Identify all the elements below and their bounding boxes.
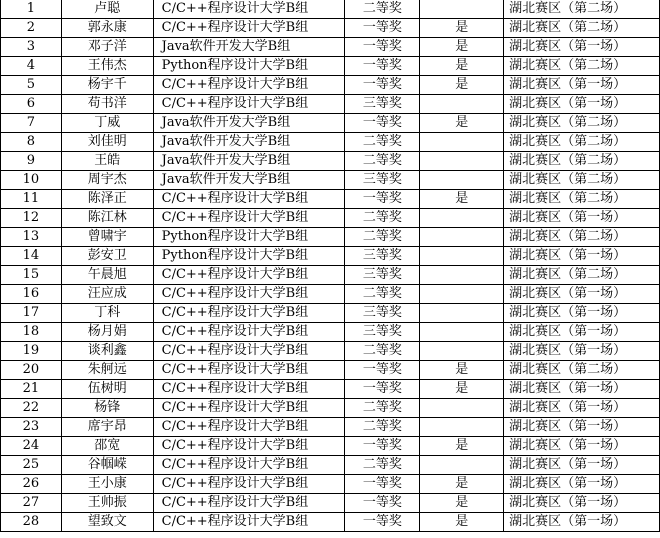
contest-group-cell[interactable]: Java软件开发大学B组 [153, 171, 345, 190]
award-level-cell[interactable]: 二等奖 [345, 133, 420, 152]
region-cell[interactable]: 湖北赛区（第一场） [504, 209, 660, 228]
student-name-cell[interactable]: 邓子洋 [61, 38, 153, 57]
row-number-cell[interactable]: 12 [1, 209, 62, 228]
region-cell[interactable]: 湖北赛区（第一场） [504, 380, 660, 399]
contest-group-cell[interactable]: C/C++程序设计大学B组 [153, 456, 345, 475]
national-final-cell[interactable] [420, 209, 504, 228]
table-row [1, 19, 660, 38]
student-name-cell[interactable]: 汪应成 [61, 285, 153, 304]
national-final-cell[interactable] [420, 152, 504, 171]
row-number-cell[interactable]: 19 [1, 342, 62, 361]
award-level-cell[interactable]: 二等奖 [345, 418, 420, 437]
student-name-cell[interactable]: 丁威 [61, 114, 153, 133]
table-row [1, 133, 660, 152]
student-name-cell[interactable]: 杨月娟 [61, 323, 153, 342]
student-name-cell[interactable]: 曾啸宇 [61, 228, 153, 247]
national-final-cell[interactable] [420, 456, 504, 475]
table-row [1, 247, 660, 266]
row-number-cell[interactable]: 11 [1, 190, 62, 209]
student-name-cell[interactable]: 邵宽 [61, 437, 153, 456]
table-row [1, 323, 660, 342]
national-final-cell[interactable]: 是 [420, 513, 504, 532]
award-level-cell[interactable]: 二等奖 [345, 152, 420, 171]
contest-group-cell[interactable]: C/C++程序设计大学B组 [153, 209, 345, 228]
row-number-cell[interactable]: 14 [1, 247, 62, 266]
student-name-cell[interactable]: 午晨旭 [61, 266, 153, 285]
student-name-cell[interactable]: 刘佳明 [61, 133, 153, 152]
row-number-cell[interactable]: 21 [1, 380, 62, 399]
table-row [1, 285, 660, 304]
contest-group-cell[interactable]: Python程序设计大学B组 [153, 57, 345, 76]
award-level-cell[interactable]: 三等奖 [345, 304, 420, 323]
national-final-cell[interactable] [420, 342, 504, 361]
student-name-cell[interactable]: 王伟杰 [61, 57, 153, 76]
region-cell[interactable]: 湖北赛区（第一场） [504, 342, 660, 361]
award-level-cell[interactable]: 一等奖 [345, 361, 420, 380]
contest-group-cell[interactable]: C/C++程序设计大学B组 [153, 0, 345, 19]
row-number-cell[interactable]: 17 [1, 304, 62, 323]
row-number-cell[interactable]: 15 [1, 266, 62, 285]
contest-group-cell[interactable]: Python程序设计大学B组 [153, 228, 345, 247]
national-final-cell[interactable] [420, 304, 504, 323]
table-row [1, 437, 660, 456]
row-number-cell[interactable]: 6 [1, 95, 62, 114]
contest-group-cell[interactable]: C/C++程序设计大学B组 [153, 380, 345, 399]
region-cell[interactable]: 湖北赛区（第一场） [504, 399, 660, 418]
contest-group-cell[interactable]: Java软件开发大学B组 [153, 133, 345, 152]
contest-group-cell[interactable]: C/C++程序设计大学B组 [153, 437, 345, 456]
region-cell[interactable]: 湖北赛区（第二场） [504, 228, 660, 247]
contest-group-cell[interactable]: C/C++程序设计大学B组 [153, 266, 345, 285]
table-row [1, 228, 660, 247]
student-name-cell[interactable]: 望致文 [61, 513, 153, 532]
region-cell[interactable]: 湖北赛区（第一场） [504, 285, 660, 304]
student-name-cell[interactable]: 卢聪 [61, 0, 153, 19]
national-final-cell[interactable]: 是 [420, 494, 504, 513]
region-cell[interactable]: 湖北赛区（第一场） [504, 304, 660, 323]
award-level-cell[interactable]: 二等奖 [345, 0, 420, 19]
row-number-cell[interactable]: 23 [1, 418, 62, 437]
region-cell[interactable]: 湖北赛区（第一场） [504, 437, 660, 456]
student-name-cell[interactable]: 丁科 [61, 304, 153, 323]
region-cell[interactable]: 湖北赛区（第一场） [504, 494, 660, 513]
national-final-cell[interactable] [420, 399, 504, 418]
award-level-cell[interactable]: 二等奖 [345, 456, 420, 475]
national-final-cell[interactable] [420, 0, 504, 19]
award-level-cell[interactable]: 三等奖 [345, 323, 420, 342]
award-level-cell[interactable]: 一等奖 [345, 190, 420, 209]
contest-group-cell[interactable]: Python程序设计大学B组 [153, 247, 345, 266]
table-row [1, 304, 660, 323]
contest-group-cell[interactable]: C/C++程序设计大学B组 [153, 399, 345, 418]
row-number-cell[interactable]: 7 [1, 114, 62, 133]
region-cell[interactable]: 湖北赛区（第二场） [504, 114, 660, 133]
row-number-cell[interactable]: 28 [1, 513, 62, 532]
award-level-cell[interactable]: 二等奖 [345, 209, 420, 228]
award-level-cell[interactable]: 一等奖 [345, 380, 420, 399]
row-number-cell[interactable]: 4 [1, 57, 62, 76]
award-level-cell[interactable]: 三等奖 [345, 171, 420, 190]
national-final-cell[interactable] [420, 95, 504, 114]
table-row [1, 513, 660, 532]
award-level-cell[interactable]: 二等奖 [345, 285, 420, 304]
region-cell[interactable]: 湖北赛区（第一场） [504, 323, 660, 342]
contest-group-cell[interactable]: C/C++程序设计大学B组 [153, 285, 345, 304]
student-name-cell[interactable]: 周宇杰 [61, 171, 153, 190]
region-cell[interactable]: 湖北赛区（第二场） [504, 361, 660, 380]
region-cell[interactable]: 湖北赛区（第二场） [504, 57, 660, 76]
award-level-cell[interactable]: 二等奖 [345, 342, 420, 361]
award-level-cell[interactable]: 一等奖 [345, 494, 420, 513]
national-final-cell[interactable] [420, 323, 504, 342]
student-name-cell[interactable]: 杨锋 [61, 399, 153, 418]
student-name-cell[interactable]: 席宇昂 [61, 418, 153, 437]
award-level-cell[interactable]: 一等奖 [345, 437, 420, 456]
contest-group-cell[interactable]: C/C++程序设计大学B组 [153, 95, 345, 114]
national-final-cell[interactable]: 是 [420, 19, 504, 38]
contest-group-cell[interactable]: C/C++程序设计大学B组 [153, 475, 345, 494]
region-cell[interactable]: 湖北赛区（第一场） [504, 247, 660, 266]
row-number-cell[interactable]: 5 [1, 76, 62, 95]
award-level-cell[interactable]: 一等奖 [345, 513, 420, 532]
award-level-cell[interactable]: 二等奖 [345, 228, 420, 247]
table-row [1, 152, 660, 171]
region-cell[interactable]: 湖北赛区（第二场） [504, 190, 660, 209]
national-final-cell[interactable]: 是 [420, 361, 504, 380]
national-final-cell[interactable] [420, 228, 504, 247]
row-number-cell[interactable]: 9 [1, 152, 62, 171]
table-row [1, 266, 660, 285]
student-name-cell[interactable]: 苟书洋 [61, 95, 153, 114]
award-level-cell[interactable]: 一等奖 [345, 76, 420, 95]
table-row [1, 361, 660, 380]
row-number-cell[interactable]: 3 [1, 38, 62, 57]
region-cell[interactable]: 湖北赛区（第一场） [504, 95, 660, 114]
row-number-cell[interactable]: 20 [1, 361, 62, 380]
contest-group-cell[interactable]: C/C++程序设计大学B组 [153, 494, 345, 513]
region-cell[interactable]: 湖北赛区（第二场） [504, 171, 660, 190]
table-row [1, 418, 660, 437]
contest-group-cell[interactable]: C/C++程序设计大学B组 [153, 76, 345, 95]
national-final-cell[interactable]: 是 [420, 114, 504, 133]
row-number-cell[interactable]: 26 [1, 475, 62, 494]
national-final-cell[interactable]: 是 [420, 437, 504, 456]
national-final-cell[interactable] [420, 171, 504, 190]
row-number-cell[interactable]: 24 [1, 437, 62, 456]
student-name-cell[interactable]: 郭永康 [61, 19, 153, 38]
student-name-cell[interactable]: 伍树明 [61, 380, 153, 399]
contest-group-cell[interactable]: C/C++程序设计大学B组 [153, 361, 345, 380]
national-final-cell[interactable]: 是 [420, 38, 504, 57]
table-row [1, 380, 660, 399]
region-cell[interactable]: 湖北赛区（第二场） [504, 266, 660, 285]
award-level-cell[interactable]: 二等奖 [345, 399, 420, 418]
contest-group-cell[interactable]: C/C++程序设计大学B组 [153, 513, 345, 532]
row-number-cell[interactable]: 25 [1, 456, 62, 475]
region-cell[interactable]: 湖北赛区（第一场） [504, 475, 660, 494]
row-number-cell[interactable]: 13 [1, 228, 62, 247]
contest-group-cell[interactable]: C/C++程序设计大学B组 [153, 304, 345, 323]
table-row [1, 95, 660, 114]
row-number-cell[interactable]: 16 [1, 285, 62, 304]
award-level-cell[interactable]: 三等奖 [345, 266, 420, 285]
national-final-cell[interactable] [420, 418, 504, 437]
contest-group-cell[interactable]: Java软件开发大学B组 [153, 152, 345, 171]
table-row [1, 57, 660, 76]
region-cell[interactable]: 湖北赛区（第一场） [504, 456, 660, 475]
table-row [1, 475, 660, 494]
table-row [1, 171, 660, 190]
row-number-cell[interactable]: 22 [1, 399, 62, 418]
award-level-cell[interactable]: 一等奖 [345, 19, 420, 38]
national-final-cell[interactable]: 是 [420, 380, 504, 399]
row-number-cell[interactable]: 1 [1, 0, 62, 19]
award-level-cell[interactable]: 一等奖 [345, 38, 420, 57]
region-cell[interactable]: 湖北赛区（第一场） [504, 38, 660, 57]
contest-group-cell[interactable]: C/C++程序设计大学B组 [153, 323, 345, 342]
student-name-cell[interactable]: 杨宇千 [61, 76, 153, 95]
contest-group-cell[interactable]: C/C++程序设计大学B组 [153, 342, 345, 361]
student-name-cell[interactable]: 谈利鑫 [61, 342, 153, 361]
student-name-cell[interactable]: 谷帼嵘 [61, 456, 153, 475]
row-number-cell[interactable]: 8 [1, 133, 62, 152]
spreadsheet-body [1, 0, 660, 532]
table-row [1, 209, 660, 228]
student-name-cell[interactable]: 王帅振 [61, 494, 153, 513]
national-final-cell[interactable]: 是 [420, 76, 504, 95]
national-final-cell[interactable] [420, 285, 504, 304]
region-cell[interactable]: 湖北赛区（第一场） [504, 513, 660, 532]
student-name-cell[interactable]: 彭安卫 [61, 247, 153, 266]
row-number-cell[interactable]: 2 [1, 19, 62, 38]
award-level-cell[interactable]: 三等奖 [345, 247, 420, 266]
region-cell[interactable]: 湖北赛区（第二场） [504, 152, 660, 171]
table-row [1, 0, 660, 19]
region-cell[interactable]: 湖北赛区（第二场） [504, 133, 660, 152]
student-name-cell[interactable]: 陈泽正 [61, 190, 153, 209]
contest-group-cell[interactable]: C/C++程序设计大学B组 [153, 418, 345, 437]
contest-group-cell[interactable]: C/C++程序设计大学B组 [153, 19, 345, 38]
award-level-cell[interactable]: 一等奖 [345, 114, 420, 133]
table-row [1, 342, 660, 361]
row-number-cell[interactable]: 18 [1, 323, 62, 342]
student-name-cell[interactable]: 王小康 [61, 475, 153, 494]
region-cell[interactable]: 湖北赛区（第一场） [504, 76, 660, 95]
contest-group-cell[interactable]: Java软件开发大学B组 [153, 114, 345, 133]
table-row [1, 38, 660, 57]
national-final-cell[interactable] [420, 133, 504, 152]
table-row [1, 399, 660, 418]
student-name-cell[interactable]: 朱舸远 [61, 361, 153, 380]
national-final-cell[interactable]: 是 [420, 475, 504, 494]
contest-group-cell[interactable]: Java软件开发大学B组 [153, 38, 345, 57]
national-final-cell[interactable]: 是 [420, 57, 504, 76]
table-row [1, 456, 660, 475]
row-number-cell[interactable]: 27 [1, 494, 62, 513]
contest-group-cell[interactable]: C/C++程序设计大学B组 [153, 190, 345, 209]
table-row [1, 494, 660, 513]
award-level-cell[interactable]: 三等奖 [345, 95, 420, 114]
student-name-cell[interactable]: 陈江林 [61, 209, 153, 228]
national-final-cell[interactable] [420, 266, 504, 285]
table-row [1, 114, 660, 133]
region-cell[interactable]: 湖北赛区（第一场） [504, 418, 660, 437]
national-final-cell[interactable] [420, 247, 504, 266]
award-level-cell[interactable]: 一等奖 [345, 475, 420, 494]
row-number-cell[interactable]: 10 [1, 171, 62, 190]
region-cell[interactable]: 湖北赛区（第二场） [504, 0, 660, 19]
award-level-cell[interactable]: 一等奖 [345, 57, 420, 76]
national-final-cell[interactable]: 是 [420, 190, 504, 209]
student-name-cell[interactable]: 王皓 [61, 152, 153, 171]
table-row [1, 76, 660, 95]
table-row [1, 190, 660, 209]
region-cell[interactable]: 湖北赛区（第二场） [504, 19, 660, 38]
